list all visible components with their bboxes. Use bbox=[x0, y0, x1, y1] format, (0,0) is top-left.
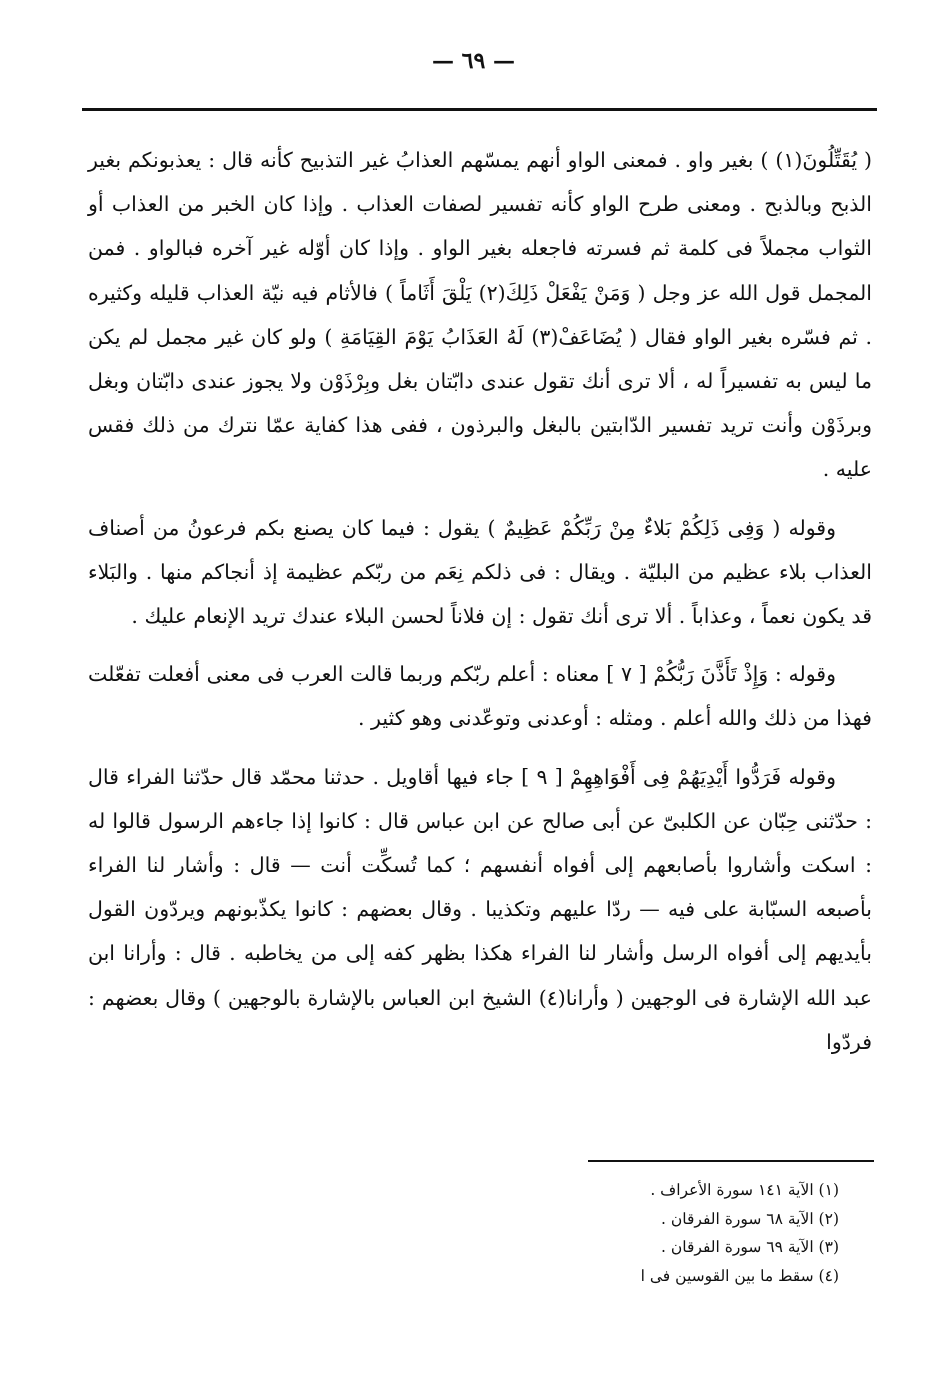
paragraph-2: وقوله ( وَفِى ذَلِكُمْ بَلاءٌ مِنْ رَبِّكُمْ عَظِيمٌ ) يقول : فيما كان يصنع بكم فرعونُ من أصناف العذاب بلاء عظيم من البليّة . ويقال : فى ذلكم نِعَم من ربّكم عظيمة إذ أنجاكم منها . والبَلاء قد يكون نعماً ، وعذاباً . ألا ترى أنك تقول : إن فلاناً لحسن البلاء عندك تريد الإنعام عليك . bbox=[88, 515, 872, 629]
footnotes bbox=[419, 1176, 839, 1290]
footnote-4: (٤) سقط ما بين القوسين فى ا bbox=[640, 1266, 839, 1285]
footnote-3: (٣) الآية ٦٩ سورة الفرقان . bbox=[661, 1238, 839, 1256]
footnote-1: (١) الآية ١٤١ سورة الأعراف . bbox=[650, 1181, 839, 1199]
footnote-2: (٢) الآية ٦٨ سورة الفرقان . bbox=[661, 1209, 839, 1228]
main-text bbox=[88, 138, 872, 1064]
paragraph-3: وقوله : وَإِذْ تَأَذَّنَ رَبُّكُمْ [ ٧ ] معناه : أعلم ربّكم وربما قالت العرب فى معنى أفعلت تفعّلت فهذا من ذلك والله أعلم . ومثله : أوعدنى وتوعّدنى وهو كثير . bbox=[88, 662, 872, 731]
paragraph-1: ( يُقَتِّلُونَ(١) ) بغير واو . فمعنى الواو أنهم يمسّهم العذابُ غير التذبيح كأنه قال : يعذبونكم بغير الذبح وبالذبح . ومعنى طرح الواو كأنه تفسير لصفات العذاب . وإذا كان الخبر من العذاب أو الثواب مجملاً فى كلمة ثم فسرته فاجعله بغير الواو . وإذا كان أوّله غير آخره فبالواو . فمن المجمل قول الله عز وجل ( وَمَنْ يَفْعَلْ ذَلِكَ(٢) يَلْقَ أَثَاماً ) فالأثام فيه نيّة العذاب قليله وكثيره . ثم فسّره بغير الواو فقال ( يُضَاعَفْ(٣) لَهُ العَذَابُ يَوْمَ القِيَامَةِ ) ولو كان غير مجمل لم يكن ما ليس به تفسيراً له ، ألا ترى أنك تقول عندى دابّتان بغل وبِرْذَوْن ولا يجوز عندى دابّتان وبغل وبرذَوْن وأنت تريد تفسير الدّابتين بالبغل والبرذون ، ففى هذا كفاية عمّا نترك من ذلك فقس عليه . bbox=[88, 148, 873, 482]
footnote-divider bbox=[588, 1160, 874, 1162]
paragraph-4: وقوله فَرَدُّوا أَيْدِيَهُمْ فِى أَفْوَاهِهِمْ [ ٩ ] جاء فيها أقاويل . حدثنا محمّد قال حدّثنا الفراء قال : حدّثنى حِبّان عن الكلبىّ عن أبى صالح عن ابن عباس قال : كانوا إذا جاءهم الرسول قالوا له : اسكت وأشاروا بأصابعهم إلى أفواه أنفسهم ؛ كما تُسكِّت أنت — قال : وأشار لنا الفراء بأصبعه السبّابة على فيه — ردّا عليهم وتكذيبا . وقال بعضهم : كانوا يكذّبونهم ويردّون القول بأيديهم إلى أفواه الرسل وأشار لنا الفراء هكذا بظهر كفه إلى من يخاطبه . قال : وأرانا ابن عبد الله الإشارة فى الوجهين ( وأرانا(٤) الشيخ ابن العباس بالإشارة بالوجهين ) وقال بعضهم : فردّوا bbox=[88, 764, 872, 1054]
header-divider bbox=[82, 108, 877, 111]
page-number: — ٦٩ — bbox=[432, 48, 515, 74]
